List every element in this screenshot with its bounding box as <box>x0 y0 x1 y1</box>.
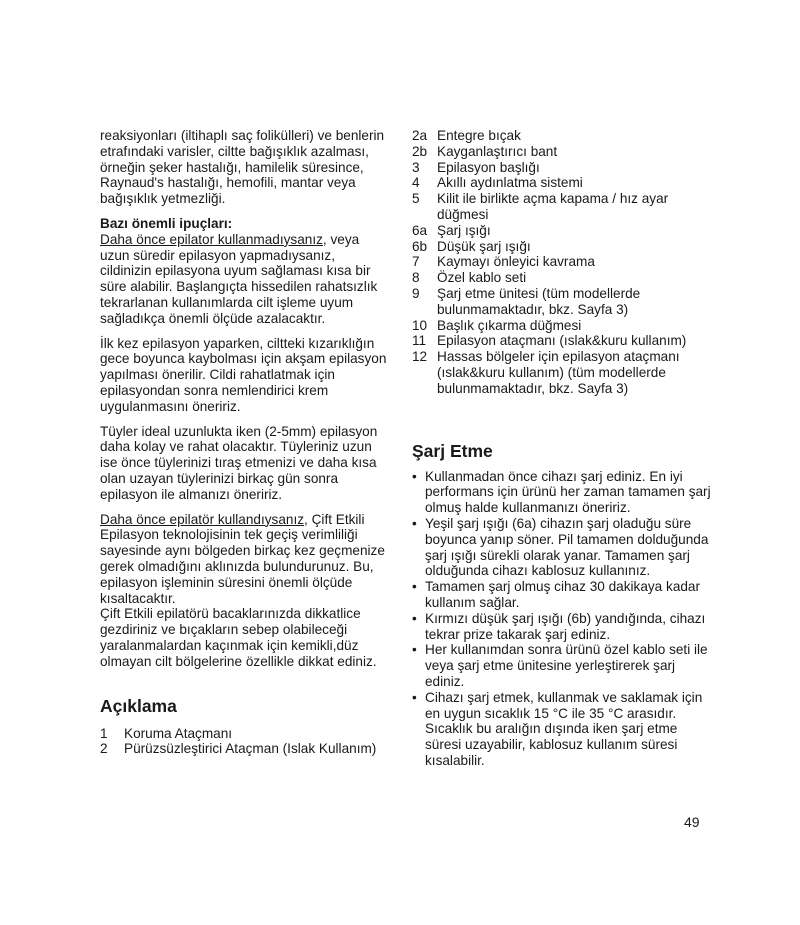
bullet-icon: • <box>412 642 417 658</box>
list-item <box>412 270 712 286</box>
bullet-icon: • <box>412 610 417 626</box>
list-item <box>412 611 712 643</box>
list-item <box>412 223 712 239</box>
description-heading: Açıklama <box>100 695 177 716</box>
item-text: Epilasyon ataçmanı (ıslak&kuru kullanım) <box>437 333 687 349</box>
tip-experienced <box>100 512 388 607</box>
tips-heading: Bazı önemli ipuçları: <box>100 215 233 231</box>
tip-evening: İlk kez epilasyon yaparken, ciltteki kızarıklığın gece boyunca kaybolması için akşam epilasyon yapılması önerilir. Cildi rahatlatmak için epilasyondan sonra nemlendirici krem uygulanmasını öneririz. <box>100 335 387 414</box>
item-number: 4 <box>412 175 420 191</box>
tip-experienced-underlined: Daha önce epilatör kullandıysanız <box>100 511 305 527</box>
page-number: 49 <box>684 814 700 830</box>
bullet-icon: • <box>412 468 417 484</box>
list-item <box>412 160 712 176</box>
list-item <box>412 175 712 191</box>
item-text: Şarj ışığı <box>437 222 491 238</box>
item-number: 10 <box>412 317 428 333</box>
item-text: Yeşil şarj ışığı (6a) cihazın şarj oladuğu süre boyunca yanıp söner. Pil tamamen dolduğunda şarj ışığı sürekli olarak yanar. Tamamen şarj olduğunda cihazı kablosuz kullanınız. <box>425 515 709 579</box>
list-item <box>412 469 712 516</box>
list-item <box>412 254 712 270</box>
list-item <box>412 333 712 349</box>
list-item <box>412 128 712 144</box>
item-number: 3 <box>412 159 420 175</box>
item-text: Başlık çıkarma düğmesi <box>437 317 582 333</box>
list-item <box>100 741 388 757</box>
item-text: Kırmızı düşük şarj ışığı (6b) yandığında, cihazı tekrar prize takarak şarj ediniz. <box>425 610 706 642</box>
item-text: Koruma Ataçmanı <box>124 725 233 741</box>
item-text: Her kullanımdan sonra ürünü özel kablo seti ile veya şarj etme ünitesine yerleştirerek şarj ediniz. <box>425 642 708 689</box>
item-text: Kaymayı önleyici kavrama <box>437 254 595 270</box>
tip-first-use-text: , veya uzun süredir epilasyon yapmadıysanız, cildinizin epilasyona uyum sağlaması kısa bir süre alabilir. Başlangıçta hissedilen rahatsızlık tekrarlanan kullanımlarda cilt işleme uyum sağladıkça önemli ölçüde azalacaktır. <box>100 231 378 326</box>
item-text: Şarj etme ünitesi (tüm modellerde bulunmamaktadır, bkz. Sayfa 3) <box>437 285 641 317</box>
bullet-icon: • <box>412 515 417 531</box>
item-number: 2b <box>412 143 428 159</box>
left-column <box>100 128 388 757</box>
right-column <box>412 128 712 769</box>
list-item <box>412 690 712 769</box>
intro-paragraph: reaksiyonları (iltihaplı saç folikülleri) ve benlerin etrafındaki varisler, ciltte bağışıklık azalması, örneğin şeker hastalığı, hamilelik süresince, Raynaud's hastalığı, hemofili, mantar veya bağışıklık yetmezliği. <box>100 128 385 207</box>
list-item <box>412 286 712 318</box>
tip-double-action: Çift Etkili epilatörü bacaklarınızda dikkatlice gezdiriniz ve bıçakların sebep olabileceği yaralanmalardan kaçınmak için kemikli,düz olmayan cilt bölgelerine özellikle dikkat ediniz. <box>100 606 377 669</box>
tip-hair-length: Tüyler ideal uzunlukta iken (2-5mm) epilasyon daha kolay ve rahat olacaktır. Tüyleriniz uzun ise önce tüylerinizi tıraş etmenizi ve daha kısa olan uzayan tüylerinizi birkaç gün sonra epilasyon ile almanızı öneririz. <box>100 423 378 502</box>
item-number: 6b <box>412 238 428 254</box>
item-number: 1 <box>100 725 108 741</box>
item-number: 2 <box>100 741 108 757</box>
parts-list <box>412 128 712 397</box>
item-text: Entegre bıçak <box>437 128 521 143</box>
item-text: Akıllı aydınlatma sistemi <box>437 175 583 191</box>
list-item <box>412 516 712 579</box>
item-text: Pürüzsüzleştirici Ataçman (Islak Kullanım) <box>124 741 377 757</box>
item-number: 8 <box>412 270 420 286</box>
tip-first-use-underlined: Daha önce epilator kullanmadıysanız <box>100 231 323 247</box>
item-number: 5 <box>412 191 420 207</box>
item-number: 6a <box>412 222 428 238</box>
item-text: Özel kablo seti <box>437 270 527 286</box>
item-number: 2a <box>412 128 428 143</box>
list-item <box>100 726 388 742</box>
list-item <box>412 144 712 160</box>
list-item <box>412 349 712 396</box>
item-number: 11 <box>412 333 427 349</box>
item-number: 7 <box>412 254 420 270</box>
item-text: Tamamen şarj olmuş cihaz 30 dakikaya kadar kullanım sağlar. <box>425 579 701 610</box>
item-text: Cihazı şarj etmek, kullanmak ve saklamak için en uygun sıcaklık 15 °C ile 35 °C arasıdır. Sıcaklık bu aralığın dışında iken şarj etme süresi uzayabilir, kablosuz kullanım süresi kısalabilir. <box>425 689 703 768</box>
list-item <box>412 191 712 223</box>
item-text: Kayganlaştırıcı bant <box>437 143 558 159</box>
item-text: Düşük şarj ışığı <box>437 238 531 254</box>
list-item <box>412 318 712 334</box>
item-number: 12 <box>412 349 428 365</box>
item-text: Kilit ile birlikte açma kapama / hız ayar düğmesi <box>437 191 669 222</box>
tip-first-use <box>100 232 388 327</box>
description-list <box>100 726 388 758</box>
bullet-icon: • <box>412 689 417 705</box>
charging-list <box>412 469 712 769</box>
tip-experienced-text: , Çift Etkili Epilasyon teknolojisinin tek geçiş verimliliği sayesinde aynı bölgeden birkaç kez geçmenize gerek olmadığını aklınızda bulundurunuz. Bu, epilasyon işleminin süresini önemli ölçüde kısaltacaktır. <box>100 511 385 606</box>
charging-heading: Şarj Etme <box>412 440 493 461</box>
item-number: 9 <box>412 285 420 301</box>
item-text: Epilasyon başlığı <box>437 159 540 175</box>
list-item <box>412 642 712 689</box>
list-item <box>412 579 712 611</box>
item-text: Hassas bölgeler için epilasyon ataçmanı (ıslak&kuru kullanım) (tüm modellerde bulunmamaktadır, bkz. Sayfa 3) <box>437 349 680 396</box>
bullet-icon: • <box>412 579 417 595</box>
list-item <box>412 239 712 255</box>
item-text: Kullanmadan önce cihazı şarj ediniz. En iyi performans için ürünü her zaman tamamen şarj olmuş halde kullanmanızı öneririz. <box>425 468 711 516</box>
